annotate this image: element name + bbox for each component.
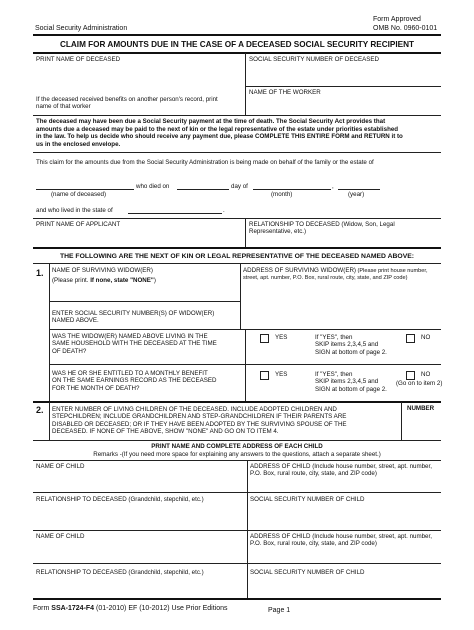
child2-name-label: NAME OF CHILD [36, 533, 85, 540]
q2-text: WAS HE OR SHE ENTITLED TO A MONTHLY BENEFIT ON THE SAME EARNINGS RECORD AS THE DECEASED FOR THE MONTH OF DEATH? [52, 370, 217, 392]
name-of-deceased-caption: (name of deceased) [51, 191, 107, 198]
widow-name-hint: (Please print. If none, state "NONE") [52, 277, 156, 284]
child1-address-label: ADDRESS OF CHILD (Include house number, street, apt. number, P.O. Box, rural route, city, state, and ZIP code) [250, 463, 432, 478]
applicant-name-label: PRINT NAME OF APPLICANT [36, 221, 121, 228]
deceased-ssn-field[interactable] [247, 63, 439, 83]
q1-no-label: NO [421, 334, 431, 341]
notice-text: The deceased may have been due a Social Security payment at the time of death. The Social Security Act provides that amounts due a deceased may be paid to the next of kin or the legal representative of the estate under priorities established in the law. To help us decide who should receive any payment due, please COMPLETE THIS ENTIRE FORM and RETURN it to us in the enclosed envelope. [36, 118, 403, 148]
worker-name-label: NAME OF THE WORKER [249, 89, 321, 96]
q2-yes-label: YES [275, 371, 288, 378]
children-count-field[interactable] [403, 414, 439, 438]
month-caption: (month) [271, 191, 293, 198]
q2-yes-checkbox[interactable] [260, 371, 269, 380]
death-day-line[interactable] [177, 189, 229, 190]
child2-ssn-field[interactable] [249, 577, 439, 597]
day-of: day of [231, 183, 248, 190]
child1-ssn-label: SOCIAL SECURITY NUMBER OF CHILD [250, 496, 365, 503]
child2-relationship-label: RELATIONSHIP TO DECEASED (Grandchild, stepchild, etc.) [36, 569, 204, 576]
who-died-on: who died on [136, 183, 170, 190]
other-record-note: If the deceased received benefits on another person's record, print name of that worker [36, 96, 218, 111]
q1-no-checkbox[interactable] [406, 334, 415, 343]
agency-name: Social Security Administration [35, 25, 128, 32]
child2-ssn-label: SOCIAL SECURITY NUMBER OF CHILD [250, 569, 365, 576]
child2-address-label: ADDRESS OF CHILD (Include house number, street, apt. number, P.O. Box, rural route, city, state, and ZIP code) [250, 533, 432, 548]
deceased-name-line[interactable] [36, 189, 134, 190]
print-name-deceased-label: PRINT NAME OF DECEASED [36, 56, 121, 63]
widow-address-label: ADDRESS OF SURVIVING WIDOW(ER) (Please print house number, street, apt. number, P.O. Box, rural route, city, state, and ZIP code) [243, 267, 428, 282]
q2-no-label: NO [421, 371, 431, 378]
print-name-address-heading: PRINT NAME AND COMPLETE ADDRESS OF EACH CHILD [151, 443, 323, 450]
child1-ssn-field[interactable] [249, 504, 439, 528]
child1-relationship-field[interactable] [34, 504, 246, 528]
form-footer-id: Form SSA-1724-F4 (01-2010) EF (10-2012) Use Prior Editions [33, 605, 228, 612]
child1-relationship-label: RELATIONSHIP TO DECEASED (Grandchild, stepchild, etc.) [36, 496, 204, 503]
child2-relationship-field[interactable] [34, 577, 246, 597]
widow-address-field[interactable] [242, 284, 440, 328]
widow-name-field[interactable] [51, 285, 239, 300]
item-2-number: 2. [36, 405, 44, 415]
q1-yes-label: YES [275, 334, 288, 341]
applicant-relationship-label: RELATIONSHIP TO DECEASED (Widow, Son, Legal Representative, etc.) [249, 221, 395, 236]
q1-if-yes: If "YES", then SKIP items 2,3,4,5 and SIGN at bottom of page 2. [315, 334, 387, 356]
child2-name-field[interactable] [34, 541, 246, 561]
child1-name-label: NAME OF CHILD [36, 463, 85, 470]
worker-name-field[interactable] [247, 96, 439, 114]
child1-name-field[interactable] [34, 471, 246, 491]
go-on-to-item: (Go on to item 2) [396, 380, 443, 387]
q1-yes-checkbox[interactable] [260, 334, 269, 343]
title-rule [33, 52, 441, 54]
children-instructions: ENTER NUMBER OF LIVING CHILDREN OF THE DECEASED. INCLUDE ADOPTED CHILDREN AND STEPCHILDREN; INCLUDE GRANDCHILDREN AND STEP-GRANDCHILDREN IF THEIR PARENTS ARE DISABLED OR DECEASED; OR IF THEY HAVE BEEN ADOPTED BY THE SURVIVING SPOUSE OF THE DECEASED. IF NONE OF THE ABOVE, SHOW "NONE" AND GO ON TO ITEM 4. [52, 406, 347, 436]
widow-name-label: NAME OF SURVIVING WIDOW(ER) [52, 267, 153, 274]
form-approved: Form Approved [373, 16, 421, 23]
ssn-deceased-label: SOCIAL SECURITY NUMBER OF DECEASED [249, 56, 379, 63]
claim-intro: This claim for the amounts due from the Social Security Administration is being made on behalf of the family or the estate of [36, 159, 374, 166]
lived-in-state: and who lived in the state of [36, 207, 113, 214]
remarks-note: Remarks -(If you need more space for explaining any answers to the questions, attach a separate sheet.) [93, 451, 381, 458]
child2-address-field[interactable] [249, 549, 439, 561]
child1-address-field[interactable] [249, 479, 439, 491]
comma: , [332, 183, 334, 190]
item-1-number: 1. [36, 268, 44, 278]
period: . [223, 207, 225, 214]
q1-text: WAS THE WIDOW(ER) NAMED ABOVE LIVING IN THE SAME HOUSEHOLD WITH THE DECEASED AT THE TIME OF DEATH? [52, 333, 217, 355]
state-line[interactable] [128, 213, 222, 214]
widow-ssn-label: ENTER SOCIAL SECURITY NUMBER(S) OF WIDOW(ER) NAMED ABOVE. [52, 310, 215, 325]
omb-number: OMB No. 0960-0101 [373, 25, 438, 32]
year-caption: (year) [348, 191, 365, 198]
header-rule [33, 34, 441, 36]
applicant-name-field[interactable] [34, 229, 244, 246]
death-year-line[interactable] [338, 189, 380, 190]
death-month-line[interactable] [253, 189, 331, 190]
page-number: Page 1 [268, 607, 291, 614]
form-title: CLAIM FOR AMOUNTS DUE IN THE CASE OF A DECEASED SOCIAL SECURITY RECIPIENT [59, 40, 415, 49]
number-label: NUMBER [407, 405, 435, 412]
q2-no-checkbox[interactable] [406, 371, 415, 380]
q2-if-yes: If "YES", then SKIP items 2,3,4,5 and SIGN at bottom of page 2. [315, 371, 387, 393]
section-title: THE FOLLOWING ARE THE NEXT OF KIN OR LEGAL REPRESENTATIVE OF THE DECEASED NAMED ABOVE: [59, 253, 415, 260]
deceased-name-field[interactable] [34, 63, 244, 83]
